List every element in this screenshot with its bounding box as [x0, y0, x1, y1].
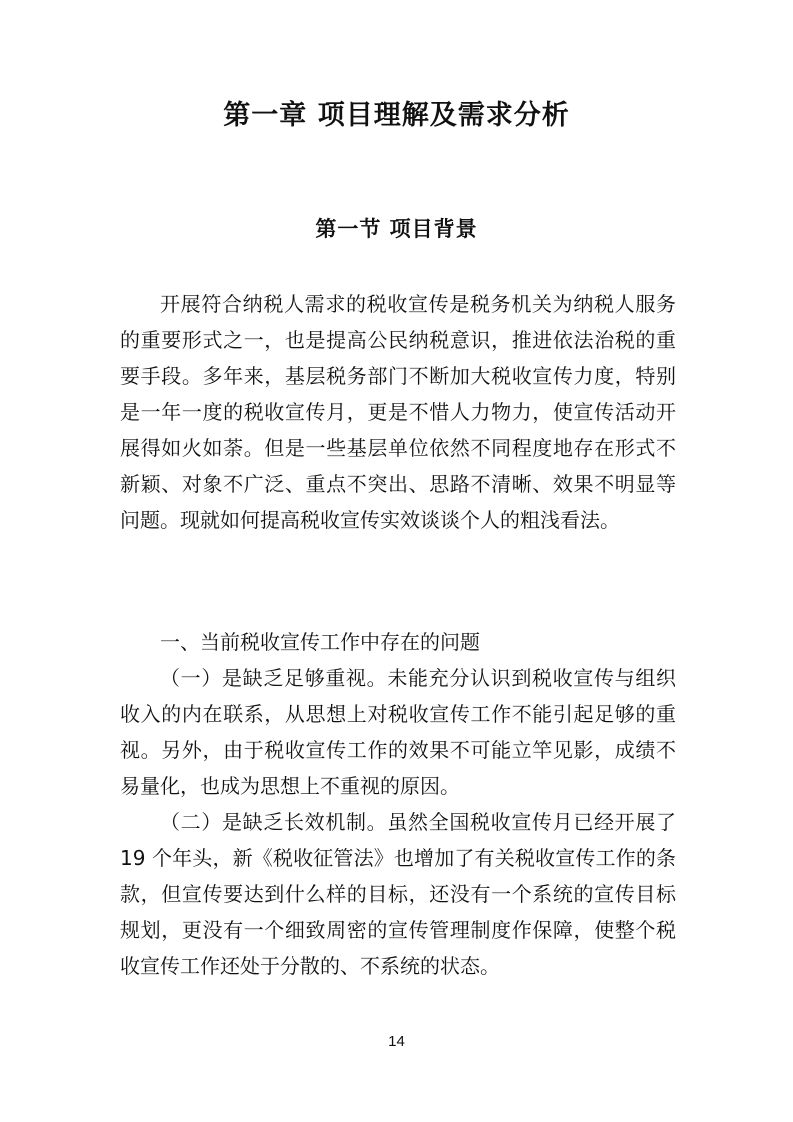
intro-paragraph: 开展符合纳税人需求的税收宣传是税务机关为纳税人服务的重要形式之一，也是提高公民纳税意识，推进依法治税的重要手段。多年来，基层税务部门不断加大税收宣传力度，特别是一年一度的税收宣传月，更是不惜人力物力，使宣传活动开展得如火如荼。但是一些基层单位依然不同程度地存在形式不新颖、对象不广泛、重点不突出、思路不清晰、效果不明显等问题。现就如何提高税收宣传实效谈谈个人的粗浅看法。: [120, 292, 676, 532]
section-title: 第一节 项目背景: [315, 217, 478, 241]
issue-paragraph-1: （一）是缺乏足够重视。未能充分认识到税收宣传与组织收入的内在联系，从思想上对税收宣传工作不能引起足够的重视。另外，由于税收宣传工作的效果不可能立竿见影，成绩不易量化，也成为思想上不重视的原因。: [120, 666, 676, 798]
issues-heading: 一、当前税收宣传工作中存在的问题: [160, 630, 480, 654]
issues-block: [120, 624, 676, 984]
chapter-title: 第一章 项目理解及需求分析: [223, 100, 570, 131]
page-number: 14: [388, 1033, 405, 1050]
issue-paragraph-2: （二）是缺乏长效机制。虽然全国税收宣传月已经开展了 19 个年头，新《税收征管法》也增加了有关税收宣传工作的条款，但宣传要达到什么样的目标，还没有一个系统的宣传目标规划，更没有一个细致周密的宣传管理制度作保障，使整个税收宣传工作还处于分散的、不系统的状态。: [120, 810, 676, 978]
intro-block: [120, 286, 676, 538]
